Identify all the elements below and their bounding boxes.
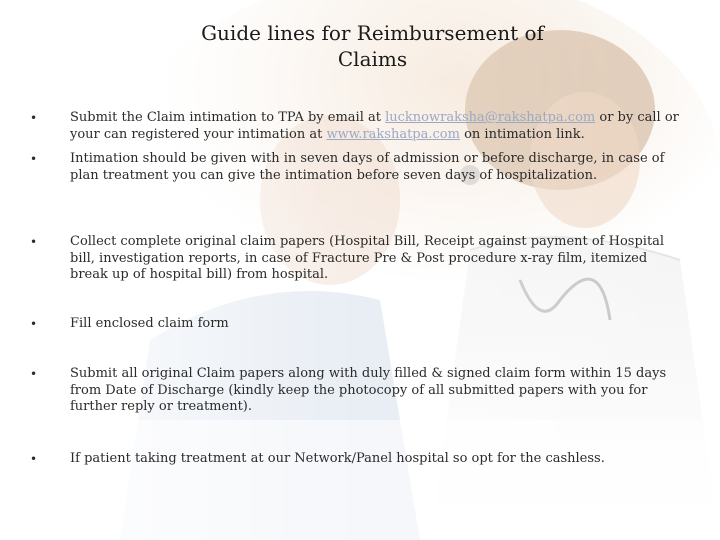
text-segment: on intimation link. — [459, 126, 585, 142]
bullet-icon: • — [30, 317, 38, 331]
bullet-icon: • — [30, 152, 38, 166]
bullet-icon: • — [30, 367, 38, 381]
bullet-icon: • — [30, 452, 38, 466]
list-item-text: If patient taking treatment at our Network/Panel hospital so opt for the cashless. — [70, 451, 605, 466]
text-segment: or by call or your can registered your intimation at — [70, 110, 679, 142]
list-item-text: Submit all original Claim papers along with duly filled & signed claim form within 15 days from Date of Discharge (kindly keep the photocopy of all submitted papers with you for further reply or treatment). — [70, 366, 667, 414]
list-item-text: Intimation should be given with in seven days of admission or before discharge, in case of plan treatment you can give the intimation before seven days of hospitalization. — [70, 151, 665, 183]
title-line-1: Guide lines for Reimbursement of — [201, 21, 544, 45]
email-link[interactable]: lucknowraksha@rakshatpa.com — [385, 110, 596, 125]
title-line-2: Claims — [337, 47, 408, 71]
page-title — [150, 20, 595, 72]
website-link[interactable]: www.rakshatpa.com — [326, 126, 460, 142]
list-item-text: Fill enclosed claim form — [70, 316, 229, 331]
text-segment: Submit the Claim intimation to TPA by email at — [70, 110, 386, 125]
list-item-text: Collect complete original claim papers (Hospital Bill, Receipt against payment of Hospital bill, investigation reports, in case of Fracture Pre & Post procedure x-ray film, itemized break up of hospital bill) from hospital. — [70, 234, 665, 282]
bullet-icon: • — [30, 111, 38, 125]
bullet-icon: • — [30, 235, 38, 249]
list-item-text — [70, 110, 685, 143]
